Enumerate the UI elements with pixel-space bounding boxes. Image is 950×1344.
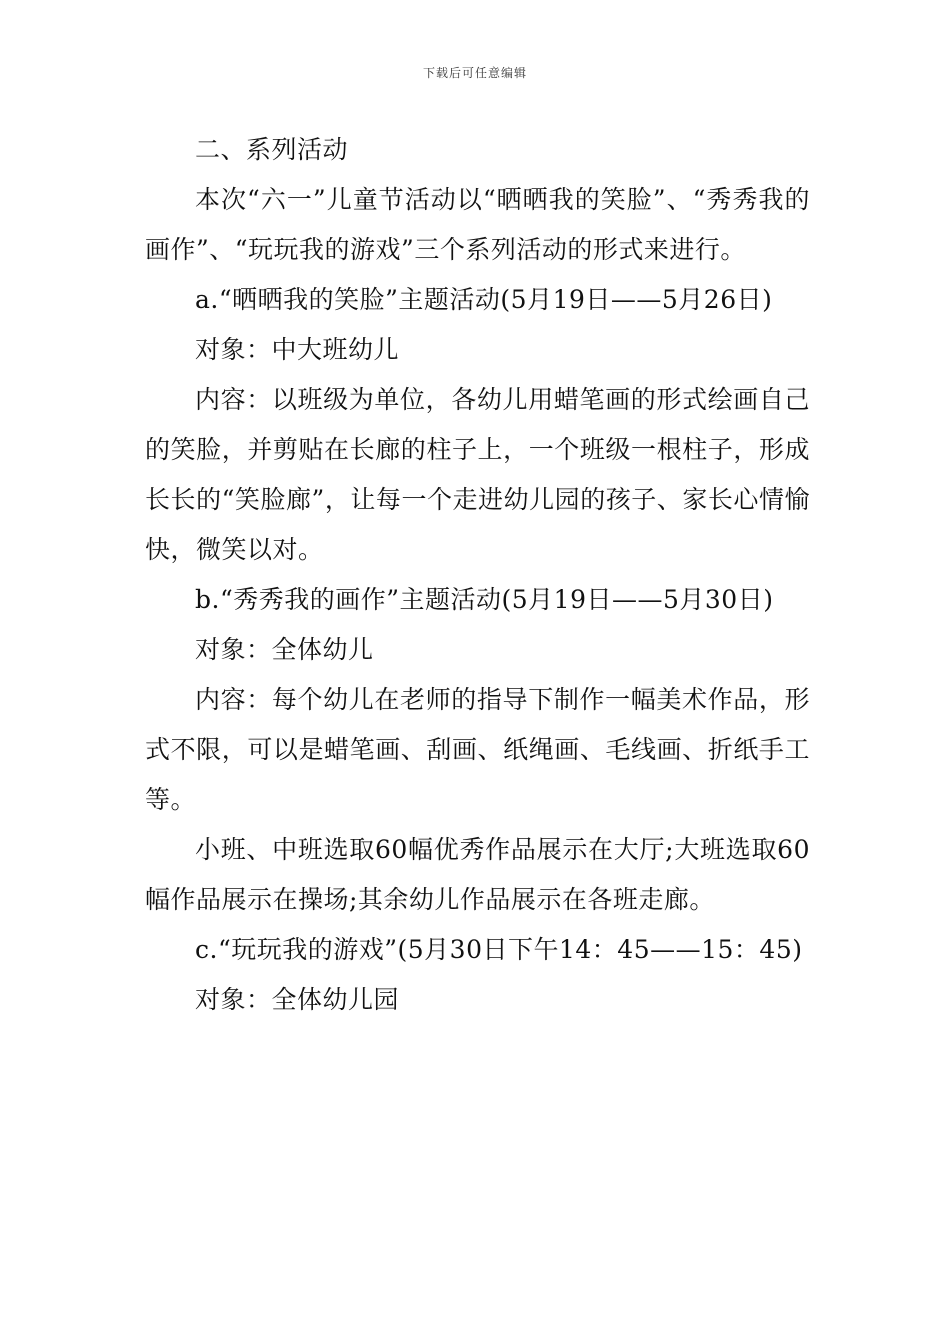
- activity-a-content: 内容：以班级为单位，各幼儿用蜡笔画的形式绘画自己的笑脸，并剪贴在长廊的柱子上，一个班级一根柱子，形成长长的“笑脸廊”，让每一个走进幼儿园的孩子、家长心情愉快，微笑以对。: [145, 385, 810, 564]
- document-body: [145, 125, 810, 1025]
- section-heading: 二、系列活动: [195, 135, 349, 164]
- activity-c-target: 对象：全体幼儿园: [195, 985, 400, 1014]
- activity-a-title: a.“晒晒我的笑脸”主题活动(5月19日——5月26日): [195, 285, 773, 314]
- activity-b-target: 对象：全体幼儿: [195, 635, 374, 664]
- activity-b-title: b.“秀秀我的画作”主题活动(5月19日——5月30日): [195, 585, 774, 614]
- activity-c-title: c.“玩玩我的游戏”(5月30日下午14：45——15：45): [195, 935, 803, 964]
- activity-b-display: 小班、中班选取60幅优秀作品展示在大厅;大班选取60幅作品展示在操场;其余幼儿作品展示在各班走廊。: [145, 835, 810, 914]
- activity-b-content: 内容：每个幼儿在老师的指导下制作一幅美术作品，形式不限，可以是蜡笔画、刮画、纸绳画、毛线画、折纸手工等。: [145, 685, 810, 814]
- activity-a-target: 对象：中大班幼儿: [195, 335, 400, 364]
- intro-paragraph: 本次“六一”儿童节活动以“晒晒我的笑脸”、“秀秀我的画作”、“玩玩我的游戏”三个系列活动的形式来进行。: [145, 185, 810, 264]
- page-header-note: 下载后可任意编辑: [422, 66, 527, 80]
